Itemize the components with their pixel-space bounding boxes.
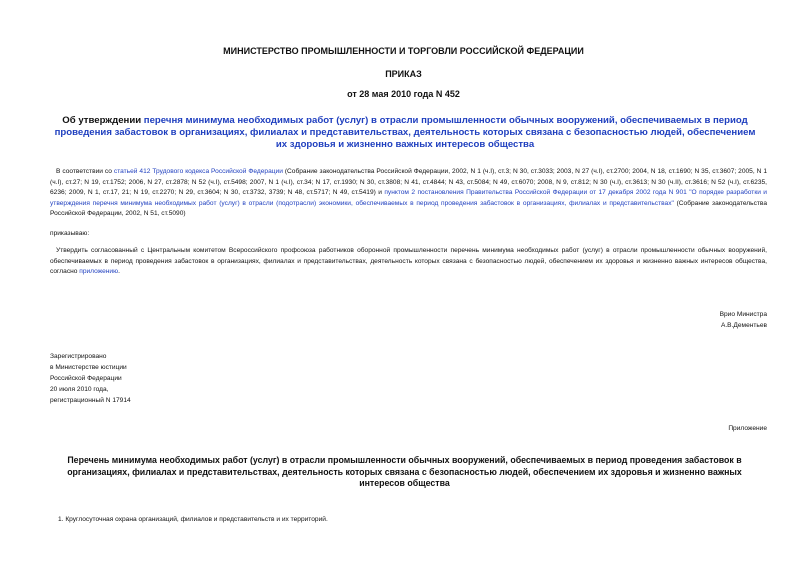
legal-basis-paragraph (50, 167, 767, 220)
order-word: приказываю: (50, 230, 90, 237)
government-decree-link[interactable]: пунктом 2 постановления Правительства Российской Федерации от 17 декабря 2002 года N 901 "О порядке разработки и утверждения перечня минимума необходимых работ (услуг) в отрасли (подотрасли) экономики, обеспечиваемых в период проведения забастовок в организациях, филиалах и представительствах" (50, 189, 767, 207)
signatory-title: Врио Министра (719, 311, 767, 318)
labor-code-link[interactable]: статьей 412 Трудового кодекса Российской Федерации (113, 168, 283, 175)
appendix-label: Приложение (728, 425, 767, 432)
basis-text-1: В соответствии со (56, 168, 114, 175)
ministry-heading: МИНИСТЕРСТВО ПРОМЫШЛЕННОСТИ И ТОРГОВЛИ РОССИЙСКОЙ ФЕДЕРАЦИИ (223, 46, 584, 56)
document-date: от 28 мая 2010 года N 452 (347, 89, 460, 99)
registration-line: Российской Федерации (50, 375, 122, 382)
document-type: ПРИКАЗ (385, 69, 422, 79)
subject-link[interactable]: перечня минимума необходимых работ (услуг) в отрасли промышленности обычных вооружений, обеспечиваемых в период проведения забастовок в организациях, филиалах и представительствах, деятельность которых связана с безопасностью людей, обеспечением их здоровья и жизненно важных интересов общества (54, 115, 756, 150)
signatory-name: А.В.Дементьев (720, 322, 767, 329)
appendix-link[interactable]: приложению (79, 268, 119, 275)
approve-end: . (118, 268, 120, 275)
list-title: Перечень минимума необходимых работ (услуг) в отрасли промышленности обычных вооружений, обеспечиваемых в период проведения забастовок в организациях, филиалах и представительствах, деятельность которых связана с безопасностью людей, обеспечением их здоровья и жизненно важных интересов общества (67, 455, 742, 488)
registration-line: в Министерстве юстиции (50, 364, 127, 371)
registration-line: 20 июля 2010 года, (50, 386, 109, 393)
approve-paragraph (50, 246, 767, 278)
registration-block (50, 351, 131, 406)
list-item: 1. Круглосуточная охрана организаций, филиалов и представительств и их территорий. (58, 516, 328, 523)
subject-prefix: Об утверждении (62, 115, 144, 126)
basis-text-3: (Собрание законодательства Российской Федерации, 2002, N 51, ст.5090) (50, 199, 767, 217)
registration-line: Зарегистрировано (50, 353, 107, 360)
document-subject (50, 115, 760, 151)
signature-block (720, 309, 767, 331)
approve-text: Утвердить согласованный с Центральным комитетом Всероссийского профсоюза работников оборонной промышленности перечень минимума необходимых работ (услуг) в отрасли промышленности обычных вооружений, обеспечиваемых в период проведения забастовок в организациях, филиалах и представительствах, деятельность которых связана с безопасностью людей, обеспечением их здоровья и жизненно важных интересов общества, согласно (50, 247, 767, 275)
basis-text-2: (Собрание законодательства Российской Федерации, 2002, N 1 (ч.I), ст.3; N 30, ст.3033; 2003, N 27 (ч.I), ст.2700; 2004, N 18, ст.1690; N 35, ст.3607; 2005, N 1 (ч.I), ст.27; N 19, ст.1752; 2006, N 27, ст.2878; N 52 (ч.I), ст.5498; 2007, N 1 (ч.I), ст.34; N 17, ст.1930; N 30, ст.3808; N 41, ст.4844; N 43, ст.5084; N 49, ст.6070; 2008, N 9, ст.812; N 30 (ч.I), ст.3613; N 30 (ч.II), ст.3616; N 52 (ч.I), ст.6235, 6236; 2009, N 1, ст.17, 21; N 19, ст.2270; N 29, ст.3604; N 30, ст.3732, 3739; N 48, ст.5717; N 49, ст.5419) и (50, 168, 767, 196)
registration-line: регистрационный N 17914 (50, 397, 131, 404)
